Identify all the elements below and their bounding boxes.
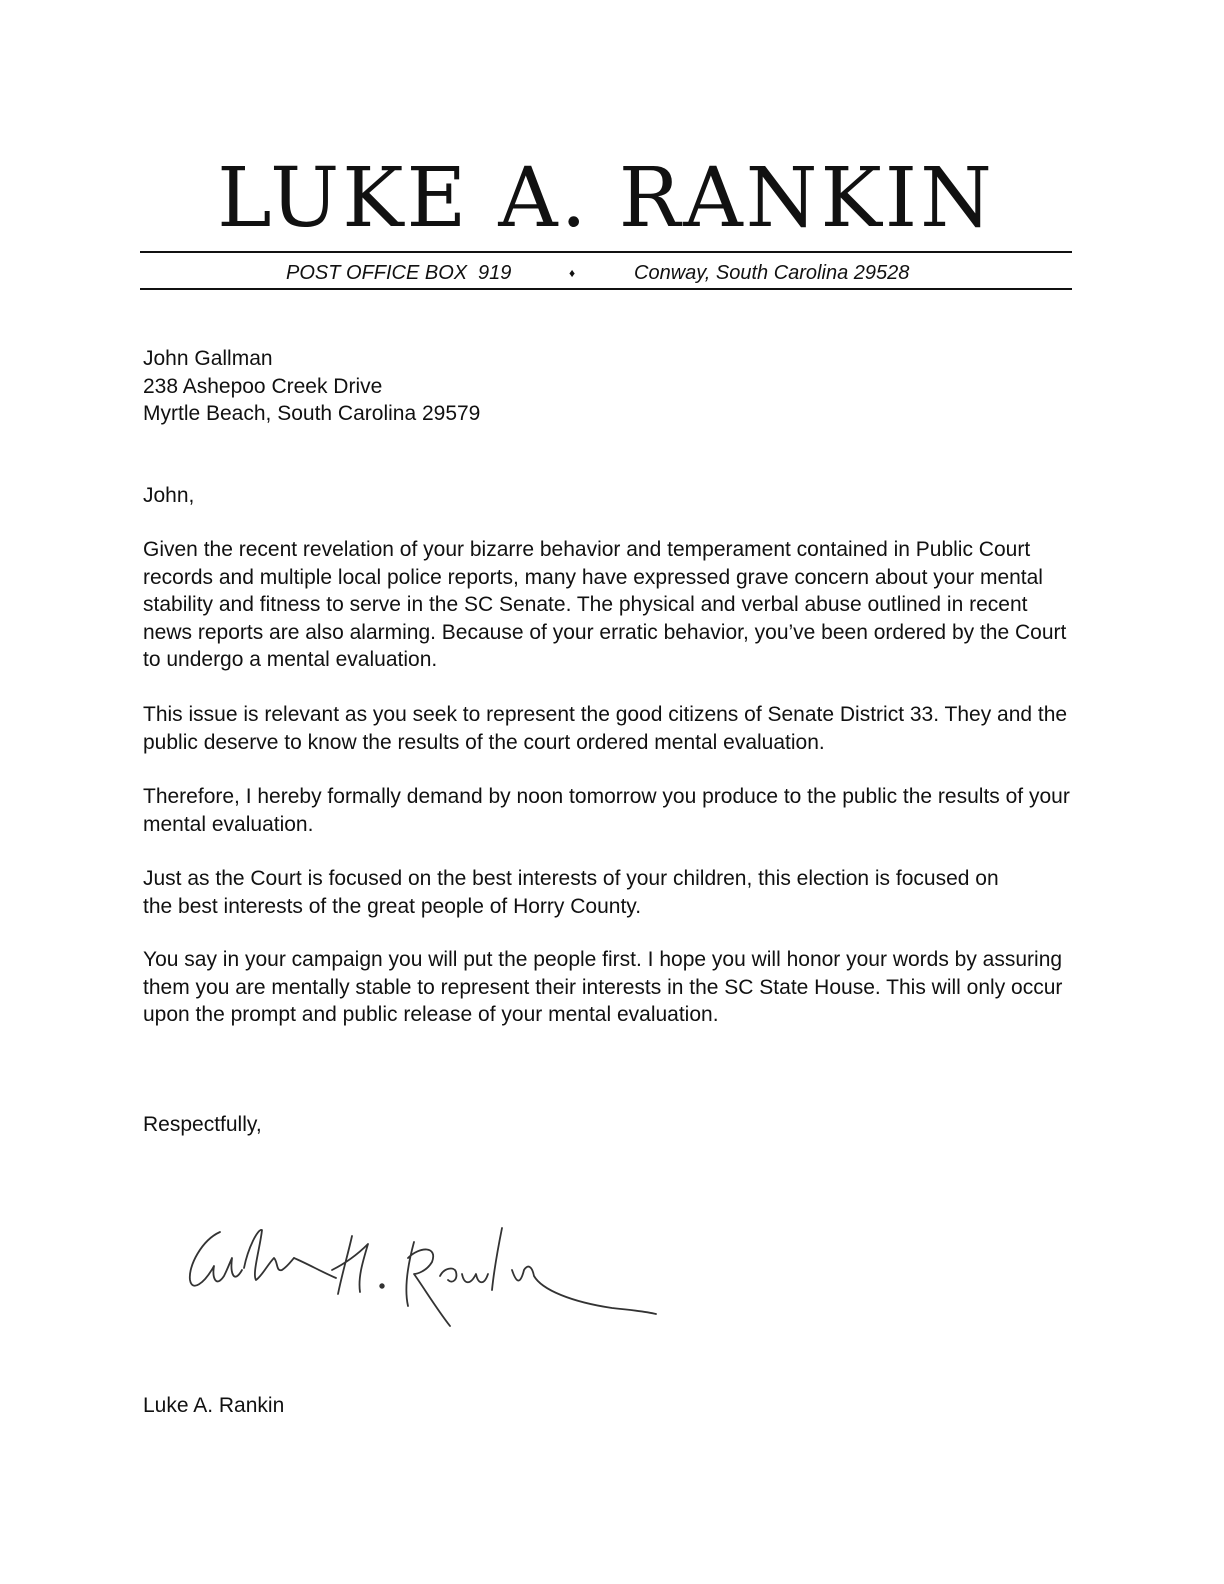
salutation: John, xyxy=(143,484,195,507)
paragraph-4: Just as the Court is focused on the best interests of your children, this election is focused on the best interests of the great people of Horry County. xyxy=(143,867,999,918)
letterhead-address-line xyxy=(140,258,1072,288)
recipient-address xyxy=(143,345,1083,428)
letterhead-name: LUKE A. RANKIN xyxy=(217,151,995,246)
paragraph-5: You say in your campaign you will put the people first. I hope you will honor your words by assuring them you are mentally stable to represent their interests in the SC State House. This will only occur upon the prompt and public release of your mental evaluation. xyxy=(143,948,1063,1026)
signer-name: Luke A. Rankin xyxy=(143,1394,285,1417)
letterhead-bottom-rule xyxy=(140,288,1072,290)
handwritten-signature xyxy=(182,1218,662,1336)
recipient-name: John Gallman xyxy=(143,347,273,370)
recipient-street: 238 Ashepoo Creek Drive xyxy=(143,374,383,398)
letterhead-top-rule xyxy=(140,251,1072,253)
diamond-separator-icon: ♦ xyxy=(569,266,576,280)
closing: Respectfully, xyxy=(143,1113,262,1136)
paragraph-3: Therefore, I hereby formally demand by noon tomorrow you produce to the public the results of your mental evaluation. xyxy=(143,785,1070,836)
paragraph-2: This issue is relevant as you seek to represent the good citizens of Senate District 33. They and the public deserve to know the results of the court ordered mental evaluation. xyxy=(143,703,1068,754)
po-box-number: 919 xyxy=(478,262,512,284)
letterhead-city-state-zip: Conway, South Carolina 29528 xyxy=(634,262,910,284)
recipient-city-state-zip: Myrtle Beach, South Carolina 29579 xyxy=(143,402,481,425)
paragraph-1: Given the recent revelation of your bizarre behavior and temperament contained in Public Court records and multiple local police reports, many have expressed grave concern about your mental stability and fitness to serve in the SC Senate. The physical and verbal abuse outlined in recent news reports are also alarming. Because of your erratic behavior, you’ve been ordered by the Court to undergo a mental evaluation. xyxy=(143,538,1067,671)
po-box-label: POST OFFICE BOX xyxy=(286,262,468,284)
